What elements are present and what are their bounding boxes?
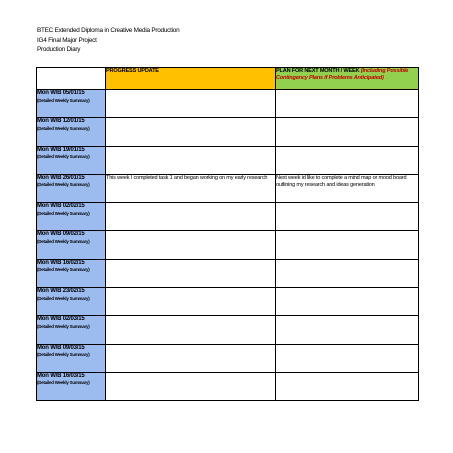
week-label: Mon W/B 16/02/15: [37, 259, 85, 266]
plan-next-header: [276, 68, 419, 90]
week-summary-label: (Detailed Weekly Summary): [37, 295, 90, 301]
table-row: [37, 174, 419, 202]
table-row: [37, 259, 419, 287]
week-summary-label: (Detailed Weekly Summary): [37, 380, 90, 386]
progress-cell[interactable]: [106, 259, 276, 287]
plan-next-header-label: PLAN FOR NEXT MONTH / WEEK: [276, 68, 360, 74]
week-cell: [37, 372, 106, 400]
progress-cell[interactable]: [106, 344, 276, 372]
progress-cell[interactable]: [106, 118, 276, 146]
progress-cell[interactable]: [106, 316, 276, 344]
table-row: [37, 288, 419, 316]
week-summary-label: (Detailed Weekly Summary): [37, 97, 90, 103]
week-cell: [37, 231, 106, 259]
plan-cell[interactable]: [276, 316, 419, 344]
plan-cell[interactable]: [276, 288, 419, 316]
plan-next-header-note: (Including Possible Contingency Plans if Problems Anticipated): [276, 68, 409, 81]
week-cell: [37, 118, 106, 146]
plan-cell[interactable]: [276, 146, 419, 174]
week-label: Mon W/B 09/02/15: [37, 231, 85, 238]
table-row: [37, 372, 419, 400]
plan-cell[interactable]: [276, 259, 419, 287]
week-summary-label: (Detailed Weekly Summary): [37, 352, 90, 358]
week-cell: [37, 90, 106, 118]
week-label: Mon W/B 23/02/15: [37, 288, 85, 295]
week-summary-label: (Detailed Weekly Summary): [37, 267, 90, 273]
week-label: Mon W/B 09/03/15: [37, 344, 85, 351]
table-row: [37, 316, 419, 344]
project-title: IG4 Final Major Project: [37, 36, 97, 44]
progress-cell[interactable]: [106, 288, 276, 316]
progress-cell[interactable]: [106, 203, 276, 231]
week-label: Mon W/B 26/01/15: [37, 174, 85, 181]
plan-cell[interactable]: [276, 372, 419, 400]
plan-cell[interactable]: [276, 344, 419, 372]
blank-header-cell: [37, 68, 106, 90]
week-label: Mon W/B 02/02/15: [37, 203, 85, 210]
week-label: Mon W/B 02/03/15: [37, 316, 85, 323]
progress-update-header: [106, 68, 276, 90]
week-cell: [37, 146, 106, 174]
progress-cell[interactable]: [106, 231, 276, 259]
progress-cell[interactable]: [106, 90, 276, 118]
plan-cell[interactable]: [276, 231, 419, 259]
week-summary-label: (Detailed Weekly Summary): [37, 238, 90, 244]
document-header: [37, 26, 179, 55]
week-summary-label: (Detailed Weekly Summary): [37, 154, 90, 160]
week-cell: [37, 288, 106, 316]
table-row: [37, 146, 419, 174]
week-summary-label: (Detailed Weekly Summary): [37, 210, 90, 216]
table-row: [37, 231, 419, 259]
week-cell: [37, 174, 106, 202]
week-cell: [37, 316, 106, 344]
table-row: [37, 344, 419, 372]
week-cell: [37, 259, 106, 287]
document-title: Production Diary: [37, 46, 81, 54]
progress-cell[interactable]: [106, 146, 276, 174]
week-label: Mon W/B 12/01/15: [37, 118, 85, 125]
progress-cell[interactable]: This week I completed task 1 and began working on my early research: [106, 174, 276, 202]
course-title: BTEC Extended Diploma in Creative Media Production: [37, 27, 180, 34]
week-summary-label: (Detailed Weekly Summary): [37, 125, 90, 131]
week-label: Mon W/B 05/01/15: [37, 90, 85, 96]
progress-update-header-label: PROGRESS UPDATE: [106, 68, 159, 74]
plan-cell[interactable]: [276, 118, 419, 146]
week-label: Mon W/B 16/03/15: [37, 372, 85, 379]
plan-cell[interactable]: [276, 90, 419, 118]
table-header-row: [37, 68, 419, 90]
plan-cell[interactable]: Next week id like to complete a mind map or mood board outlining my research and ideas generation: [276, 174, 419, 202]
table-row: [37, 118, 419, 146]
production-diary-table: [36, 67, 419, 401]
week-summary-label: (Detailed Weekly Summary): [37, 182, 90, 188]
week-cell: [37, 344, 106, 372]
progress-cell[interactable]: [106, 372, 276, 400]
plan-cell[interactable]: [276, 203, 419, 231]
week-cell: [37, 203, 106, 231]
week-label: Mon W/B 19/01/15: [37, 146, 85, 153]
table-row: [37, 90, 419, 118]
week-summary-label: (Detailed Weekly Summary): [37, 323, 90, 329]
table-row: [37, 203, 419, 231]
